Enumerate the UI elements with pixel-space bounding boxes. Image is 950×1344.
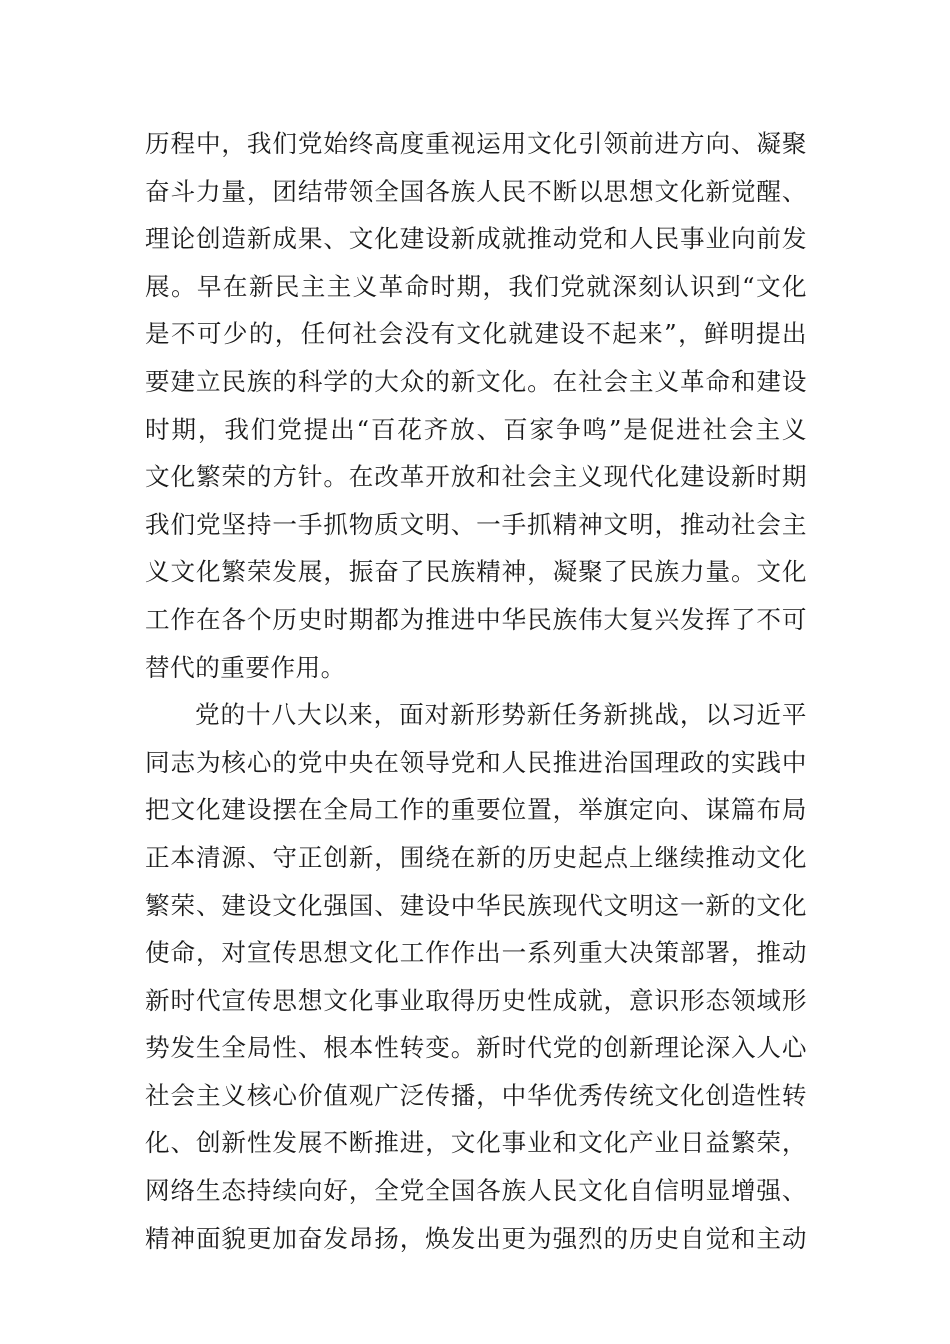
text-line: 新时代宣传思想文化事业取得历史性成就，意识形态领域形 [145, 985, 807, 1015]
text-line: 时期，我们党提出“百花齐放、百家争鸣”是促进社会主义 [145, 414, 807, 444]
text-line: 是不可少的，任何社会没有文化就建设不起来”，鲜明提出 [145, 319, 807, 349]
text-line: 势发生全局性、根本性转变。新时代党的创新理论深入人心 [145, 1033, 807, 1063]
text-line: 网络生态持续向好，全党全国各族人民文化自信明显增强、 [145, 1176, 807, 1206]
text-line: 繁荣、建设文化强国、建设中华民族现代文明这一新的文化 [145, 890, 807, 920]
text-line: 奋斗力量，团结带领全国各族人民不断以思想文化新觉醒、 [145, 176, 807, 206]
text-line: 工作在各个历史时期都为推进中华民族伟大复兴发挥了不可 [145, 604, 807, 634]
text-line: 历程中，我们党始终高度重视运用文化引领前进方向、凝聚 [145, 129, 807, 158]
text-line: 社会主义核心价值观广泛传播，中华优秀传统文化创造性转 [145, 1080, 807, 1110]
paragraph-start-line: 党的十八大以来，面对新形势新任务新挑战，以习近平 [195, 700, 807, 730]
text-line: 展。早在新民主主义革命时期，我们党就深刻认识到“文化 [145, 271, 807, 301]
text-line: 要建立民族的科学的大众的新文化。在社会主义革命和建设 [145, 366, 807, 396]
text-line: 使命，对宣传思想文化工作作出一系列重大决策部署，推动 [145, 938, 807, 968]
text-line: 同志为核心的党中央在领导党和人民推进治国理政的实践中 [145, 747, 807, 777]
paragraph-end-line: 替代的重要作用。 [145, 652, 346, 682]
text-line: 精神面貌更加奋发昂扬，焕发出更为强烈的历史自觉和主动 [145, 1223, 807, 1253]
text-line: 文化繁荣的方针。在改革开放和社会主义现代化建设新时期 [145, 462, 807, 492]
body-text [145, 120, 807, 1262]
text-line: 我们党坚持一手抓物质文明、一手抓精神文明，推动社会主 [145, 509, 807, 539]
text-line: 化、创新性发展不断推进，文化事业和文化产业日益繁荣， [145, 1128, 807, 1158]
text-line: 把文化建设摆在全局工作的重要位置，举旗定向、谋篇布局 [145, 795, 807, 825]
text-line: 正本清源、守正创新，围绕在新的历史起点上继续推动文化 [145, 842, 807, 872]
text-line: 理论创造新成果、文化建设新成就推动党和人民事业向前发 [145, 224, 807, 254]
text-line: 义文化繁荣发展，振奋了民族精神，凝聚了民族力量。文化 [145, 557, 807, 587]
